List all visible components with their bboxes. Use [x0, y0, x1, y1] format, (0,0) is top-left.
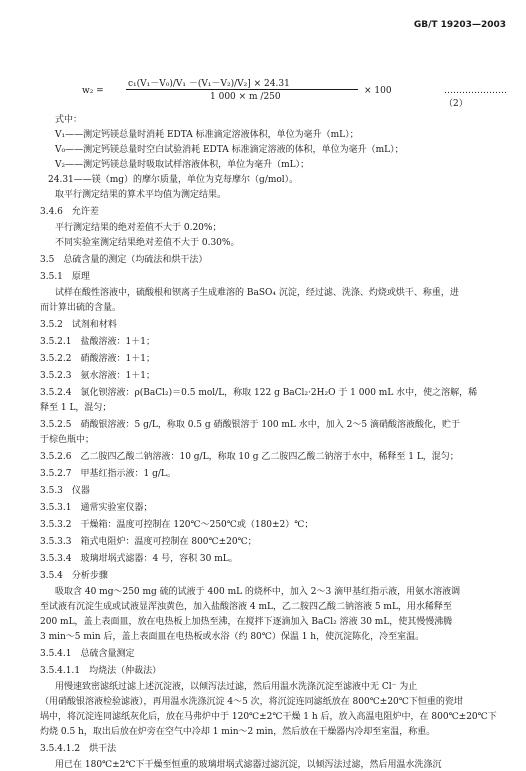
text-line: 3.5.2.3 氨水溶液：1＋1；: [40, 371, 155, 381]
text-line: 3.5.3.2 干燥箱：温度可控制在 120℃～250℃或（180±2）℃；: [40, 520, 314, 530]
text-line: 而计算出硫的含量。: [40, 303, 122, 313]
text-line: 3.5.2.5 硝酸银溶液：5 g/L，称取 0.5 g 硝酸银溶于 100 mL 水中，加入 2～5 滴硝酸溶液酸化，贮于: [40, 420, 460, 430]
text-line: 3.5 总硫含量的测定（均硫法和烘干法）: [40, 255, 208, 265]
text-line: 式中：: [55, 115, 83, 125]
text-line: 3.5.4.1.1 均烧法（仲裁法）: [40, 666, 162, 676]
text-line: 至试液有沉淀生成或试液显浑浊黄色，加入盐酸溶液 4 mL，乙二胺四乙酸二钠溶液 5 mL，用水稀释至: [40, 602, 452, 612]
formula-number: …………………（2）: [444, 86, 507, 109]
text-line: V₁——测定钙镁总量时消耗 EDTA 标准滴定溶液体积，单位为毫升（mL）；: [55, 130, 359, 140]
formula-lhs: w₂ =: [82, 86, 104, 96]
formula-denominator: 1 000 × m /250: [210, 92, 281, 102]
text-line: 3.5.3 仪器: [40, 486, 90, 496]
text-line: 200 mL，盖上表面皿，放在电热板上加热至沸，在搅拌下逐滴加入 BaCl₂ 溶液 30 mL，使其慢慢沸腾: [40, 617, 453, 627]
text-line: 3.5.2 试剂和材料: [40, 320, 117, 330]
text-line: 3 min～5 min 后，盖上表面皿在电热板或水浴（约 80℃）保温 1 h，使沉淀陈化，冷至室温。: [40, 632, 425, 642]
text-line: V₂——测定钙镁总量时吸取试样溶液体积，单位为毫升（mL）；: [55, 160, 310, 170]
text-line: 3.5.3.4 玻璃坩埚式滤器：4 号，容积 30 mL。: [40, 554, 238, 564]
text-line: 于棕色瓶中；: [40, 435, 95, 445]
text-line: 3.5.4.1.2 烘干法: [40, 744, 117, 754]
text-line: 试样在酸性溶液中，硫酸根和钡离子生成难溶的 BaSO₄ 沉淀，经过滤、洗涤、灼烧或烘干、称重，进: [55, 288, 459, 298]
text-line: 取平行测定结果的算术平均值为测定结果。: [55, 190, 227, 200]
text-line: 3.5.1 原理: [40, 272, 90, 282]
standard-code-header: GB/T 19203—2003: [413, 20, 506, 30]
text-line: 3.5.4 分析步骤: [40, 571, 108, 581]
formula-2: [82, 76, 512, 112]
text-line: 3.5.2.6 乙二胺四乙酸二钠溶液：10 g/L，称取 10 g 乙二胺四乙酸二钠溶于水中，稀释至 1 L，混匀；: [40, 452, 459, 462]
text-line: 3.4.6 允许差: [40, 207, 99, 217]
formula-numerator: c₁(V₁－V₀)/V₁ －(V₁－V₂)/V₂] × 24.31: [128, 79, 290, 89]
text-line: 灼烧 0.5 h，取出后放在炉旁在空气中冷却 1 min～2 min，然后放在干燥器内冷却至室温，称重。: [40, 727, 436, 737]
text-line: 3.5.2.7 甲基红指示液：1 g/L。: [40, 469, 176, 479]
text-line: 3.5.3.1 通常实验室仪器；: [40, 503, 153, 513]
text-line: 平行测定结果的绝对差值不大于 0.20%；: [55, 223, 222, 233]
fraction-bar: [126, 89, 358, 90]
text-line: 3.5.2.1 盐酸溶液：1＋1；: [40, 337, 155, 347]
text-line: V₀——测定钙镁总量时空白试验消耗 EDTA 标准滴定溶液的体积，单位为毫升（mL）；: [55, 145, 404, 155]
text-line: 吸取含 40 mg～250 mg 硫的试液于 400 mL 的烧杯中，加入 2～3 滴甲基红指示液，用氨水溶液调: [55, 587, 461, 597]
text-line: 用慢速致密滤纸过滤上述沉淀液，以倾泻法过滤，然后用温水洗涤沉淀至滤液中无 Cl⁻ 为止: [55, 682, 418, 692]
text-line: 3.5.2.4 氯化钡溶液：ρ(BaCl₂)＝0.5 mol/L，称取 122 g BaCl₂·2H₂O 于 1 000 mL 水中，使之溶解，稀: [40, 388, 478, 398]
text-line: 3.5.4.1 总硫含量测定: [40, 649, 135, 659]
text-line: 用已在 180℃±2℃下干燥至恒重的玻璃坩埚式滤器过滤沉淀，以倾泻法过滤，然后用温水洗涤沉: [55, 760, 442, 770]
text-line: 不同实验室测定结果绝对差值不大于 0.30%。: [55, 238, 240, 248]
text-line: 3.5.2.2 硝酸溶液：1＋1；: [40, 354, 155, 364]
formula-multiplier: × 100: [364, 86, 392, 96]
text-line: 3.5.3.3 箱式电阻炉：温度可控制在 800℃±20℃；: [40, 537, 257, 547]
text-line: 埚中，将沉淀连同滤纸灰化后，放在马弗炉中于 120℃±2℃干燥 1 h 后，放入高温电阻炉中，在 800℃±20℃下: [40, 712, 497, 722]
text-line: 24.31——镁（mg）的摩尔质量，单位为克每摩尔（g/mol）。: [48, 175, 299, 185]
text-line: 释至 1 L，混匀；: [40, 403, 112, 413]
text-line: （用硝酸银溶液检验滤液），再用温水洗涤沉淀 4～5 次，将沉淀连同滤纸放在 800℃±20℃下恒重的瓷坩: [40, 697, 463, 707]
